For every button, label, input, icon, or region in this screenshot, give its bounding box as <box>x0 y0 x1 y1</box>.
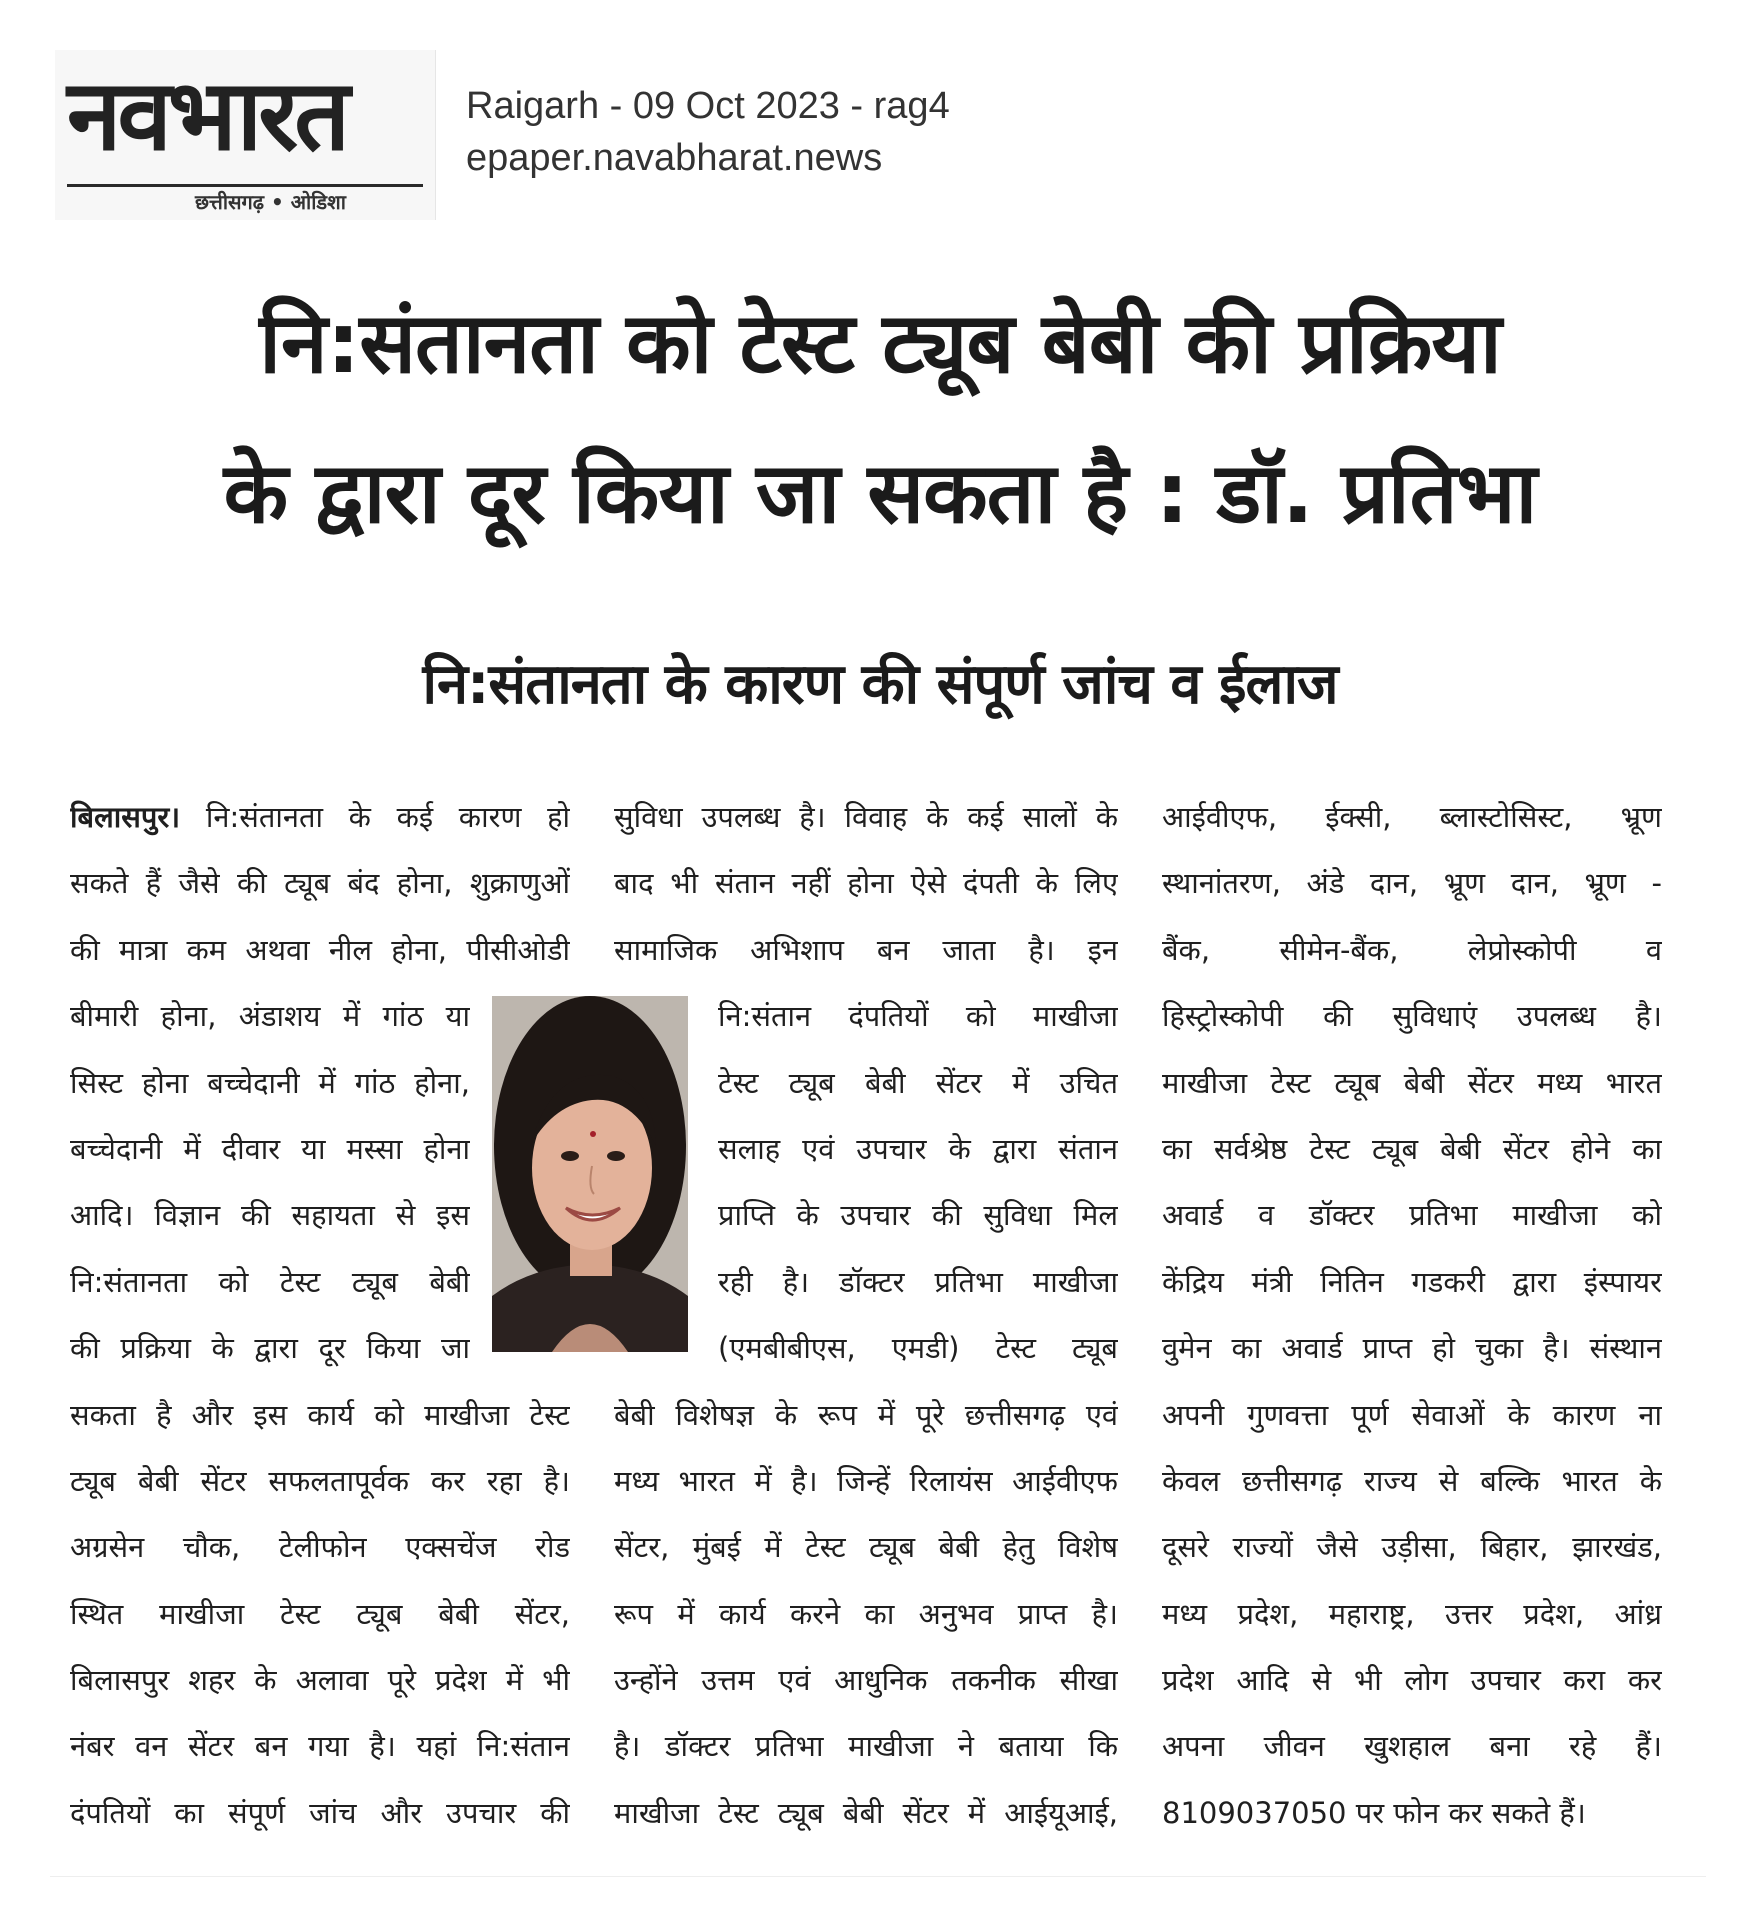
text-line: नंबर वन सेंटर बन गया है। यहां नि:संतान <box>70 1729 570 1764</box>
text-line-rest: नि:संतानता के कई कारण हो <box>205 800 570 834</box>
text-line: सलाह एवं उपचार के द्वारा संतान <box>718 1131 1118 1166</box>
text-line: की प्रक्रिया के द्वारा दूर किया जा <box>70 1331 470 1366</box>
logo-tagline: छत्तीसगढ़ • ओडिशा <box>195 190 346 214</box>
text-line: का सर्वश्रेष्ठ टेस्ट ट्यूब बेबी सेंटर होने का <box>1162 1131 1662 1166</box>
text-line: रूप में कार्य करने का अनुभव प्राप्त है। <box>614 1596 1118 1631</box>
text-line: माखीजा टेस्ट ट्यूब बेबी सेंटर मध्य भारत <box>1162 1065 1662 1100</box>
text-line: स्थानांतरण, अंडे दान, भ्रूण दान, भ्रूण - <box>1162 866 1662 901</box>
text-line: आईवीएफ, ईक्सी, ब्लास्टोसिस्ट, भ्रूण <box>1162 800 1662 834</box>
text-line: प्रदेश आदि से भी लोग उपचार करा कर <box>1162 1663 1662 1698</box>
dateline: बिलासपुर। <box>70 800 181 834</box>
text-line: उन्होंने उत्तम एवं आधुनिक तकनीक सीखा <box>614 1663 1118 1698</box>
page-bottom-rule <box>50 1876 1706 1877</box>
logo-text: नवभारत <box>67 59 347 173</box>
text-line: सेंटर, मुंबई में टेस्ट ट्यूब बेबी हेतु विशेष <box>614 1530 1118 1565</box>
headline <box>60 268 1700 568</box>
headline-line: के द्वारा दूर किया जा सकता है : डॉ. प्रतिभा <box>223 444 1537 542</box>
text-line: नि:संतान दंपतियों को माखीजा <box>718 999 1118 1034</box>
text-line: दूसरे राज्यों जैसे उड़ीसा, बिहार, झारखंड, <box>1162 1530 1662 1565</box>
text-line: सिस्ट होना बच्चेदानी में गांठ होना, <box>70 1065 470 1100</box>
text-line: माखीजा टेस्ट ट्यूब बेबी सेंटर में आईयूआई, <box>614 1795 1118 1830</box>
masthead-logo <box>55 50 436 220</box>
edition-info <box>466 80 950 184</box>
text-line: केवल छत्तीसगढ़ राज्य से बल्कि भारत के <box>1162 1463 1662 1498</box>
text-line: बीमारी होना, अंडाशय में गांठ या <box>70 999 470 1034</box>
headline-line: नि:संतानता को टेस्ट ट्यूब बेबी की प्रक्रिया <box>259 294 1501 392</box>
text-line: आदि। विज्ञान की सहायता से इस <box>70 1198 470 1233</box>
text-line <box>70 784 570 850</box>
text-line: बच्चेदानी में दीवार या मस्सा होना <box>70 1131 470 1166</box>
text-line: हिस्ट्रोस्कोपी की सुविधाएं उपलब्ध है। <box>1162 999 1662 1034</box>
article-column-2 <box>614 784 1118 1846</box>
text-line: की मात्रा कम अथवा नील होना, पीसीओडी <box>70 932 570 967</box>
text-line: टेस्ट ट्यूब बेबी सेंटर में उचित <box>718 1065 1118 1100</box>
text-line: नि:संतानता को टेस्ट ट्यूब बेबी <box>70 1264 470 1299</box>
site-url: epaper.navabharat.news <box>466 137 883 179</box>
text-line: अपनी गुणवत्ता पूर्ण सेवाओं के कारण ना <box>1162 1397 1662 1432</box>
text-line: मध्य भारत में है। जिन्हें रिलायंस आईवीएफ <box>614 1463 1118 1498</box>
text-line: ट्यूब बेबी सेंटर सफलतापूर्वक कर रहा है। <box>70 1463 570 1498</box>
text-line: है। डॉक्टर प्रतिभा माखीजा ने बताया कि <box>614 1729 1118 1764</box>
text-line: (एमबीबीएस, एमडी) टेस्ट ट्यूब <box>718 1331 1118 1366</box>
text-line: स्थित माखीजा टेस्ट ट्यूब बेबी सेंटर, <box>70 1596 570 1631</box>
text-line: अग्रसेन चौक, टेलीफोन एक्सचेंज रोड <box>70 1530 570 1565</box>
text-line: बैंक, सीमेन-बैंक, लेप्रोस्कोपी व <box>1162 932 1662 967</box>
text-line: सुविधा उपलब्ध है। विवाह के कई सालों के <box>614 800 1118 834</box>
text-line: रही है। डॉक्टर प्रतिभा माखीजा <box>718 1264 1118 1299</box>
text-line: सकता है और इस कार्य को माखीजा टेस्ट <box>70 1397 570 1432</box>
text-line: अपना जीवन खुशहाल बना रहे हैं। <box>1162 1729 1662 1764</box>
text-line: 8109037050 पर फोन कर सकते हैं। <box>1162 1795 1586 1830</box>
text-line: बेबी विशेषज्ञ के रूप में पूरे छत्तीसगढ़ एवं <box>614 1397 1118 1432</box>
text-line: मध्य प्रदेश, महाराष्ट्र, उत्तर प्रदेश, आंध्र <box>1162 1596 1662 1631</box>
edition-line: Raigarh - 09 Oct 2023 - rag4 <box>466 85 950 127</box>
article-column-3 <box>1162 784 1662 1846</box>
text-line: वुमेन का अवार्ड प्राप्त हो चुका है। संस्थान <box>1162 1331 1662 1366</box>
subheadline: नि:संतानता के कारण की संपूर्ण जांच व ईलाज <box>422 652 1338 717</box>
logo-underline <box>67 184 423 187</box>
text-line: केंद्रिय मंत्री नितिन गडकरी द्वारा इंस्पायर <box>1162 1264 1662 1299</box>
text-line: प्राप्ति के उपचार की सुविधा मिल <box>718 1198 1118 1233</box>
text-line: बाद भी संतान नहीं होना ऐसे दंपती के लिए <box>614 866 1118 901</box>
text-line: अवार्ड व डॉक्टर प्रतिभा माखीजा को <box>1162 1198 1662 1233</box>
text-line: दंपतियों का संपूर्ण जांच और उपचार की <box>70 1795 570 1830</box>
text-line: सामाजिक अभिशाप बन जाता है। इन <box>614 932 1118 967</box>
text-line: बिलासपुर शहर के अलावा पूरे प्रदेश में भी <box>70 1663 570 1698</box>
text-line: सकते हैं जैसे की ट्यूब बंद होना, शुक्राणुओं <box>70 866 570 901</box>
